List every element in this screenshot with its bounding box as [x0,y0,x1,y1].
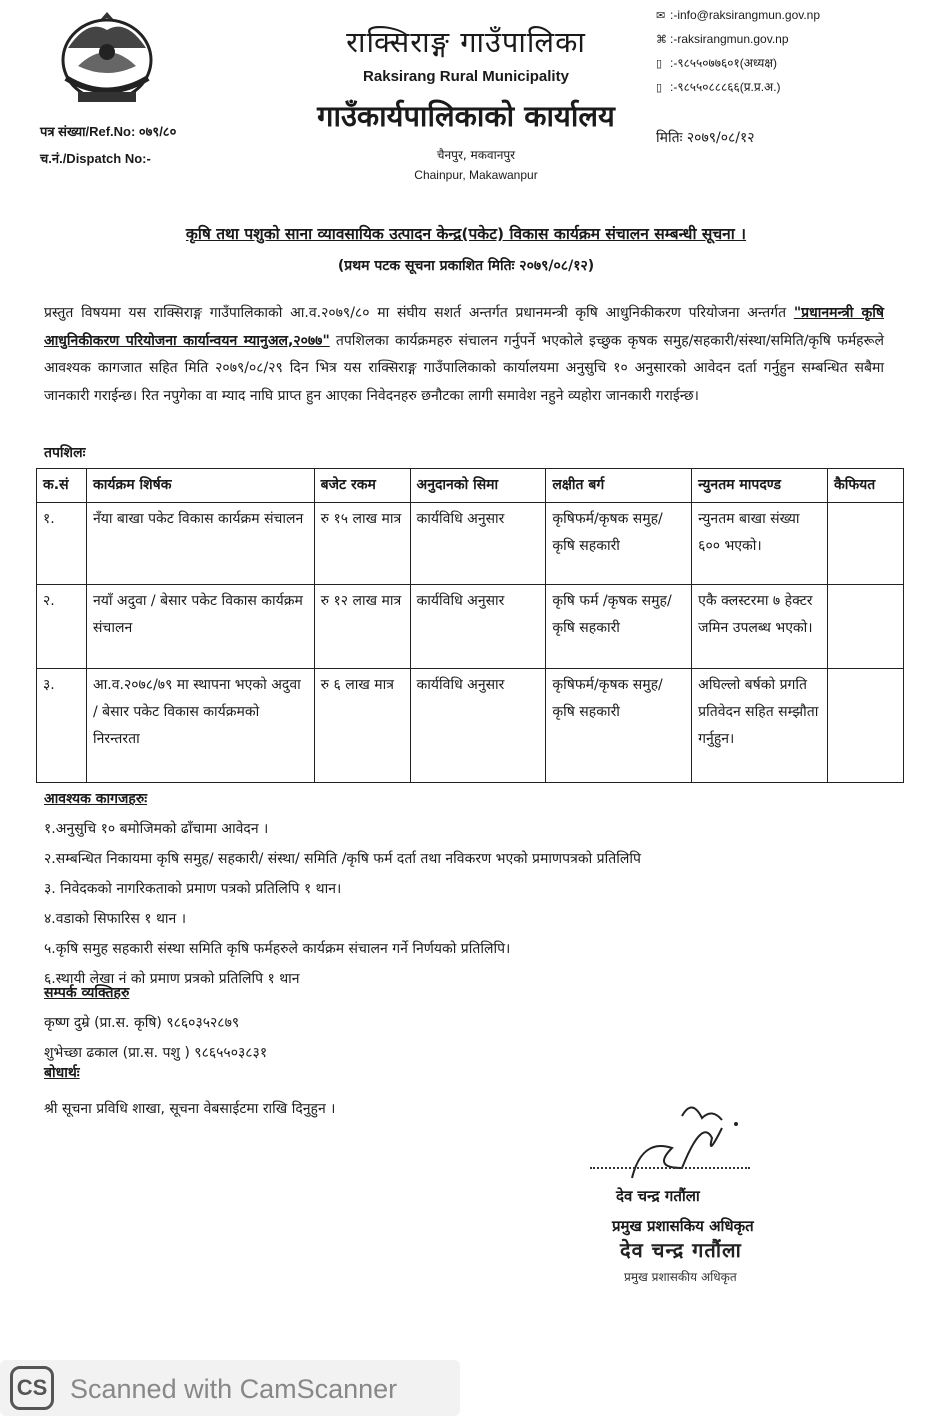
signature-line [590,1167,750,1169]
municipality-name-en: Raksirang Rural Municipality [363,68,569,85]
documents-heading: आवश्यक कागजहरुः [44,791,148,807]
col-program: कार्यक्रम शिर्षक [86,469,314,503]
cell-min-criteria: अघिल्लो बर्षको प्रगति प्रतिवेदन सहित सम्झौता गर्नुहुन। [692,669,828,783]
letter-date: मितिः २०७९/०८/१२ [656,130,755,146]
cell-remarks [828,585,904,669]
cell-sn: ३. [37,669,87,783]
body-text-2: तपशिलका कार्यक्रमहरु संचालन गर्नुपर्ने भएकोले इच्छुक कृषक समुह/सहकारी/संस्था/समिति/कृषि फर्महरूले आवश्यक कागजात सहित मिति २०७९/०८/२९ दिन भित्र यस राक्सिराङ्ग गाउँपालिकाको कार्यालयमा अनुसुचि १० अनुसारको आवेदन दर्ता गर्नुहुन सम्बन्धित सबैमा जानकारी गराईन्छ। रित नपुगेका वा म्याद नाघि प्राप्त हुन आएका निवेदनहरु छनौटका लागी समावेश नहुने व्यहोरा जानकारी गराईन्छ। [44,332,884,404]
cell-budget: रु १५ लाख मात्र [314,503,410,585]
email-line [656,4,820,28]
signatory-designation: प्रमुख प्रशासकिय अधिकृत [612,1217,754,1235]
location-en: Chainpur, Makawanpur [414,168,538,182]
body-text-1: प्रस्तुत विषयमा यस राक्सिराङ्ग गाउँपालिकाको आ.व.२०७९/८० मा संघीय सशर्त अन्तर्गत प्रधानमन्त्री कृषि आधुनिकीकरण परियोजना अन्तर्गत [44,305,794,321]
list-item: शुभेच्छा ढकाल (प्रा.स. पशु ) ९८६५५०३८३१ [44,1045,268,1061]
cell-remarks [828,669,904,783]
list-item: ४.वडाको सिफारिस १ थान । [44,911,187,927]
col-sn: क.सं [37,469,87,503]
cc-text: श्री सूचना प्रविधि शाखा, सूचना वेबसाईटमा राखि दिनुहुन । [44,1101,336,1117]
cell-grant-limit: कार्यविधि अनुसार [410,503,546,585]
reference-block [40,118,176,172]
col-budget: बजेट रकम [314,469,410,503]
list-item: २.सम्बन्धित निकायमा कृषि समुह/ सहकारी/ संस्था/ समिति /कृषि फर्म दर्ता तथा नविकरण भएको प्रमाणपत्रको प्रतिलिपि [44,851,641,867]
table-row [37,669,904,783]
camscanner-logo-icon: CS [10,1366,54,1410]
name-stamp: देव चन्द्र गतौंला [620,1238,742,1262]
required-documents [44,784,641,994]
cell-budget: रु १२ लाख मात्र [314,585,410,669]
contacts-heading: सम्पर्क व्यक्तिहरु [44,985,130,1001]
cell-sn: १. [37,503,87,585]
cell-sn: २. [37,585,87,669]
cc-heading: बोधार्थः [44,1065,80,1081]
website-text[interactable]: :-raksirangmun.gov.np [670,32,789,46]
handwritten-signature [612,1098,762,1184]
table-row [37,503,904,585]
col-min-criteria: न्युनतम मापदण्ड [692,469,828,503]
list-item: ३. निवेदकको नागरिकताको प्रमाण पत्रको प्रतिलिपि १ थान। [44,881,342,897]
details-caption: तपशिलः [44,445,86,461]
municipality-name-ne: राक्सिराङ्ग गाउँपालिका [346,25,586,59]
website-line [656,28,820,52]
table-row [37,585,904,669]
cell-budget: रु ६ लाख मात्र [314,669,410,783]
cell-min-criteria: एकै क्लस्टरमा ७ हेक्टर जमिन उपलब्ध भएको। [692,585,828,669]
cell-grant-limit: कार्यविधि अनुसार [410,669,546,783]
cell-remarks [828,503,904,585]
watermark-text: Scanned with CamScanner [70,1374,398,1404]
signatory-name: देव चन्द्र गतौंला [616,1187,700,1205]
col-target-group: लक्षीत बर्ग [546,469,692,503]
list-item: कृष्ण दुम्रे (प्रा.स. कृषि) ९८६०३५२८७९ [44,1015,240,1031]
list-item: ५.कृषि समुह सहकारी संस्था समिति कृषि फर्महरुले कार्यक्रम संचालन गर्ने निर्णयको प्रतिलिपि। [44,941,511,957]
list-item: १.अनुसुचि १० बमोजिमको ढाँचामा आवेदन । [44,821,269,837]
contact-block [656,4,820,100]
cell-program: नयाँ अदुवा / बेसार पकेट विकास कार्यक्रम संचालन [86,585,314,669]
office-name: गाउँकार्यपालिकाको कार्यालय [317,99,615,133]
web-icon: ⌘ [656,34,667,46]
phone2-line [656,76,820,100]
cell-target-group: कृषिफर्म/कृषक समुह/कृषि सहकारी [546,503,692,585]
col-remarks: कैफियत [828,469,904,503]
dispatch-number: च.नं./Dispatch No:- [40,151,151,166]
phone-icon: ▯ [656,58,663,70]
cc-block [44,1058,336,1124]
ref-number: पत्र संख्या/Ref.No: ०७९/८० [40,124,177,139]
email-icon: ✉ [656,10,666,22]
publish-date-note: (प्रथम पटक सूचना प्रकाशित मितिः २०७९/०८/१२) [337,258,595,274]
list-item: ६.स्थायी लेखा नं को प्रमाण प्रत्रको प्रतिलिपि १ थान [44,971,300,987]
cell-grant-limit: कार्यविधि अनुसार [410,585,546,669]
designation-stamp: प्रमुख प्रशासकीय अधिकृत [624,1270,737,1284]
contact-persons [44,978,267,1068]
phone1-text: :-९८५५०७७६०१(अध्यक्ष) [670,56,777,70]
cell-min-criteria: न्युनतम बाखा संख्या ६०० भएको। [692,503,828,585]
col-grant-limit: अनुदानको सिमा [410,469,546,503]
location-ne: चैनपुर, मकवानपुर [436,148,516,162]
phone2-text: :-९८५५०८८८६६(प्र.प्र.अ.) [670,80,781,94]
email-text[interactable]: :-info@raksirangmun.gov.np [670,8,821,22]
program-table [36,468,904,783]
cell-program: नँया बाखा पकेट विकास कार्यक्रम संचालन [86,503,314,585]
cell-target-group: कृषि फर्म /कृषक समुह/ कृषि सहकारी [546,585,692,669]
phone-icon: ▯ [656,82,663,94]
cell-target-group: कृषिफर्म/कृषक समुह/कृषि सहकारी [546,669,692,783]
notice-body [44,300,884,410]
cell-program: आ.व.२०७८/७९ मा स्थापना भएको अदुवा / बेसार पकेट विकास कार्यक्रमको निरन्तरता [86,669,314,783]
table-header-row [37,469,904,503]
manual-title: "प्रधानमन्त्री कृषि आधुनिकीकरण परियोजना कार्यान्वयन म्यानुअल,२०७७" [44,305,884,349]
notice-subject: कृषि तथा पशुको साना व्यावसायिक उत्पादन केन्द्र(पकेट) विकास कार्यक्रम संचालन सम्बन्धी सूचना । [185,225,747,243]
phone1-line [656,52,820,76]
